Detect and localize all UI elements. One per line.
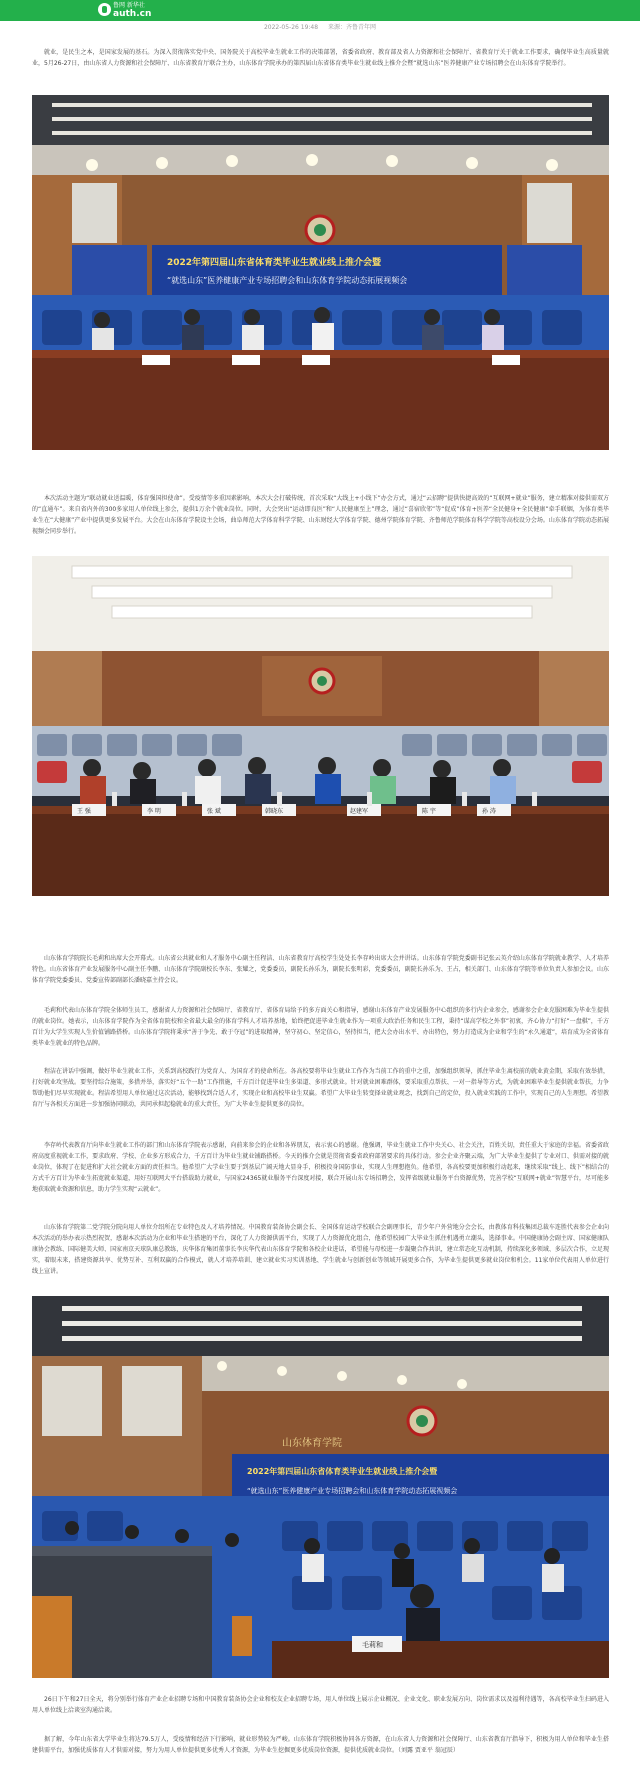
banner-line1: 2022年第四届山东省体育类毕业生就业线上推介会暨 <box>167 258 382 268</box>
name-card-7: 孙 涛 <box>482 808 496 815</box>
wall-text-3: 山东体育学院 <box>282 1438 342 1449</box>
paragraph-6: 李存岭代表教育厅向毕业生就业工作的部门和山东体育学院表示感谢，向前来参会的企业和各界朋友，表示衷心的感谢。他强调，毕业生就业工作中央关心、社会关注，百姓关切，责任重大于家庭的幸福。省委省政府高度重视就业工作，要求政府、学校、企业多方形成合力，千方百计为毕业生就业铺路搭桥。今天的推介会就是贯彻省委省政府部署要求的具体行动。参会企业齐聚云端，为广大毕业生提供了专业对口、供需对接的就业岗位，体现了在促进和扩大社会就业方面的责任担当。他希望广大学业生要于到基层广阔天地大显身手，积极投身国防事业，实现人生理想抱负。他希望，各高校要更加积极行动起来，继续采取“线上、线下”相结合的方式千方百计为毕业生拓宽就业渠道，用好互联网大平台搭载助力就业，与国家24365就业服务平台深度对接，联合开展山东专场招聘会，发挥省级就业服务平台资源优势，完善学校“互联网+就业”智慧平台，尽可能多地获取就业资源和信息，助力学生实现“云就业”。 <box>32 1142 609 1193</box>
name-card-6: 陈 宇 <box>422 808 436 815</box>
paragraph-5: 程洁在讲话中强调，做好毕业生就业工作，关系到高校践行为党育人、为国育才的使命所在。各高校要将毕业生就业工作作为当前工作的重中之重，加强组织领导，抓住毕业生离校前的就业黄金期，采取有效举措，打好就业攻坚战。要坚持综合施策，多措并举，落实好“五个一助”工作措施，千方百计促进毕业生多渠道、多形式就业。针对就业困难群体，要采取重点帮扶、一对一指导等方式，为就业困难毕业生提供就业帮扶，力争帮助他们尽早实现就业。程洁希望用人单位通过这次活动，能够找到合适人才，实现企业和高校毕业生双赢。希望广大毕业生转变择业就业观念，找到自己的定位，投入就业实践的工作中，实现自己的人生理想。希望教育厅与各相关方面进一步加强协同联动，共同承担起稳就业的重大责任，为广大毕业生提供更多的岗位。 <box>32 1068 609 1108</box>
banner-line2-3: “就选山东”医养健康产业专场招聘会和山东体育学院动态拓展视频会 <box>247 1487 458 1495</box>
logo-line1: 鲁网 新华社 <box>113 2 145 9</box>
article-source: 来源：齐鲁青年网 <box>327 24 376 31</box>
name-card-5: 赵建军 <box>350 808 369 815</box>
banner-line2: “就选山东”医养健康产业专场招聘会和山东体育学院动态拓展视频会 <box>167 276 408 285</box>
photo-audience-front-row <box>32 556 609 896</box>
top-bar <box>0 0 640 21</box>
banner-line1-3: 2022年第四届山东省体育类毕业生就业线上推介会暨 <box>247 1467 438 1476</box>
paragraph-8: 26日下午和27日全天，将分别举行体育产业企业招聘专场和中国教育装备协会企业和校友企业招聘专场，用人单位线上展示企业概况、企业文化、职业发展方向、岗位需求以及福利待遇等，各高校毕业生扫码进入用人单位线上洽谈室沟通洽谈。 <box>32 1696 609 1714</box>
name-card-3: 张 斌 <box>207 808 221 815</box>
name-card-1: 王 强 <box>77 808 91 815</box>
site-logo[interactable] <box>98 2 152 19</box>
name-card-speaker: 毛莉和 <box>362 1641 383 1649</box>
name-card-4: 韩晓东 <box>265 808 284 815</box>
name-card-2: 李 明 <box>147 808 161 815</box>
article-date: 2022-05-26 19:48 <box>263 24 319 31</box>
paragraph-4: 毛莉和代表山东体育学院全体师生员工，感谢省人力资源和社会保障厅、省教育厅、省体育局给予的多方面关心和指导，感谢山东体育产业发展服务中心组织的多行内企业参会，感谢参会企业克服困难为毕业生提供的就业岗位。她表示，山东体育学院作为全省体育院校和全省最大最全的体育学科人才培养基地，始终把促进毕业生就业作为一项重大政治任务和民生工程，秉持“谋高学校之外事”初衷，齐心协力“打好”一盘棋”，千方百计为大学生实现人生价值铺路搭桥。山东体育学院将秉承“善于争先、敢于夺冠”的进取精神，坚守初心、坚定信心，坚持担当，把大会办出水平、办出特色，努力打造成为企业和学生的“永久通道”，培育成为全省体育类毕业生就业的特色品牌。 <box>32 1007 609 1047</box>
article-meta <box>0 24 640 32</box>
paragraph-1: 就业，是民生之本，是国家发展的基石。为深入贯彻落实党中央、国务院关于高校毕业生就业工作的决策部署，省委省政府、教育部及省人力资源和社会保障厅、省教育厅关于就业工作要求，确保毕业生高质量就业，5月26-27日，由山东省人力资源和社会保障厅、山东省教育厅联合主办，山东体育学院承办的第四届山东省体育类毕业生就业线上推介会暨“就选山东”医养健康产业专场招聘会在山东体育学院举行。 <box>32 49 609 67</box>
logo-line2: auth.cn <box>113 9 152 19</box>
photo-conference-stage <box>32 95 609 450</box>
paragraph-9: 据了解，今年山东省大学毕业生将达79.5万人，受疫情和经济下行影响，就业形势较为严峻。山东体育学院积极协同各方资源，在山东省人力资源和社会保障厅、山东省教育厅指导下，积极为用人单位和毕业生搭建供需平台，加强优质体育人才供需对接，努力为用人单位提供更多优秀人才资源，为毕业生挖掘更多优质岗位资源，提供优质就业岗位。（刘露 贾亚平 翁冠辰） <box>32 1736 609 1754</box>
paragraph-3: 山东体育学院院长毛莉和出席大会开幕式。山东省公共就业和人才服务中心副主任程洁、山东省教育厅高校学生处处长李存岭出席大会并讲话。山东体育学院党委副书记张云英介绍山东体育学院就业教学、人才培养特色。山东省体育产业发展服务中心副主任李鹏、山东体育学院副校长李东、张耀之，党委委员，副院长孙乐为，副院长张明彩，党委委员，副院长孙乐为、王占，相关部门、山东体育学院等单位负责人参加会议。山东体育学院党委委员、党委宣传部副部长潘晓嘉主持会议。 <box>32 955 609 984</box>
paragraph-2: 本次活动主题为“联动就业送温暖，体育强国担使命”。受疫情等多重因素影响，本次大会打破传统，首次采取“大线上+小线下”办会方式，通过“云招聘”提供快捷高效的“互联网+就业”服务，建立精准对接供需双方的“直通车”。来自省内外的300多家用人单位线上参会，提供1万余个就业岗位。同时，大会突出“运动即良医”和“人民健康至上”理念，通过“喜宿欣邻”等“促成”体育+医养“全民健身+全民健康”牵手联姻，为体育类毕业生在“大健康”产业中提供更多发展平台。大会在山东体育学院设主会场，曲阜师范大学体育科学学院、山东财经大学体育学院、德州学院体育学院、齐鲁师范学院体育科学学院等高校设分会场。山东体育学院动态拓展视频会同步举行。 <box>32 495 609 535</box>
photo-conference-hall-wide <box>32 1296 609 1678</box>
paragraph-7: 山东体育学院第二党学院分院向用人单位介绍所在专业特色及人才培养情况。中国教育装备协会副会长、全国体育运动学校联合会副理事长，青少年户外营地分会会长，由教体育科技集团总裁车连胜代表参会企业向本次活动的举办表示热烈祝贺，感谢本次活动为企业和毕业生搭建的平台，深化了人力资源供需平台，实现了人力资源优化组合，他希望校园广大毕业生抓住机遇勇立潮头，选择事业。中国健康协会副主席、国家健康队康协会教练、国际健美大师、国家南京天球队康总教练，庆华体育集团董事长李庆华代表山东体育学院和各校企业进话，希望能与母校进一步凝聚合作共识，建立常态化互动机制，持续深化多领域、多层次合作，立足现实，着眼未来，搭建资源共享、优势互补、互利双赢的合作模式，就人才培养培训、建立就业实习实训基地、学生就业与创新创业等领域开展更多合作，为毕业生提供更多就业岗位和机会。11家单位代表用人单位进行线上宣讲。 <box>32 1224 609 1275</box>
logo-mark-icon <box>98 3 111 16</box>
